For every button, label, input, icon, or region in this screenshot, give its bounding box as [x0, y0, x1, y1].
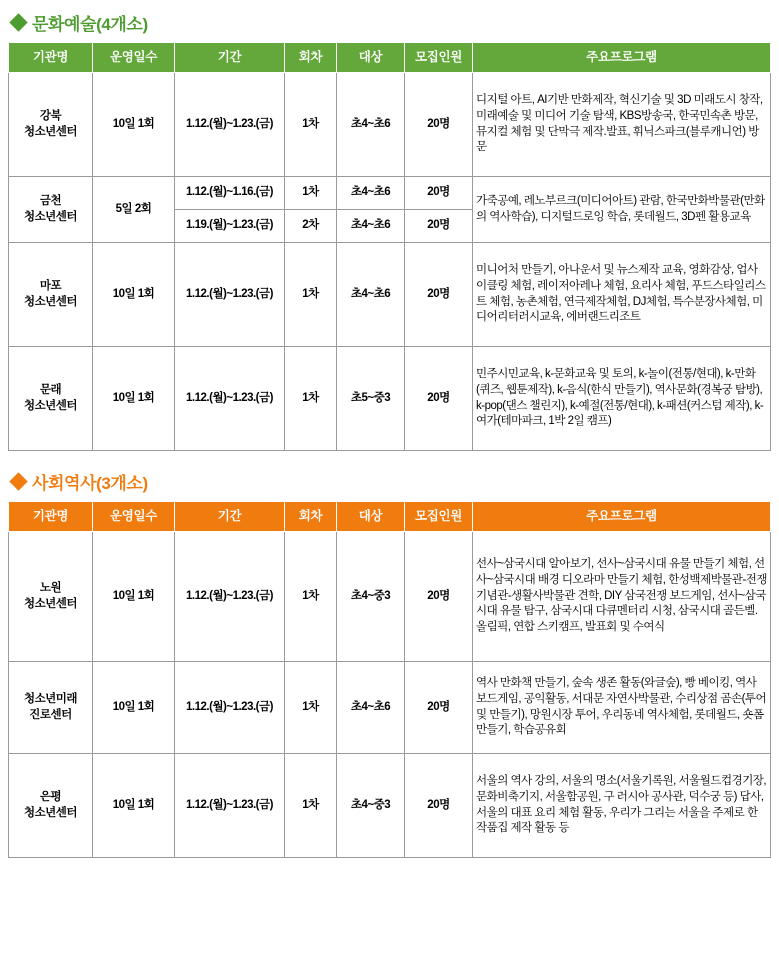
- cell-round: 1차: [285, 662, 337, 754]
- table-row: [9, 662, 771, 754]
- cell-program: 서울의 역사 강의, 서울의 명소(서울기록원, 서울월드컵경기장, 문화비축기지, 서울함공원, 구 러시아 공사관, 덕수궁 등) 답사, 서울의 대표 요리 체험 활동, 우리가 그리는 서울을 주제로 한 작품집 제작 활동 등: [473, 754, 771, 858]
- table-header-row: [9, 43, 771, 73]
- table-header-row: [9, 502, 771, 532]
- cell-org: 마포 청소년센터: [9, 243, 93, 347]
- table-row: [9, 754, 771, 858]
- cell-days: 10일 1회: [93, 347, 175, 451]
- cell-org: 청소년미래 진로센터: [9, 662, 93, 754]
- column-header-program: 주요프로그램: [473, 502, 771, 532]
- cell-target: 초4~초6: [337, 243, 405, 347]
- column-header-period: 기간: [175, 43, 285, 73]
- culture-arts-table: [8, 42, 771, 451]
- cell-target: 초4~중3: [337, 754, 405, 858]
- cell-target: 초4~초6: [337, 210, 405, 243]
- cell-round: 1차: [285, 754, 337, 858]
- column-header-days: 운영일수: [93, 43, 175, 73]
- cell-target: 초4~중3: [337, 532, 405, 662]
- cell-org: 문래 청소년센터: [9, 347, 93, 451]
- cell-round: 1차: [285, 243, 337, 347]
- table-row: [9, 177, 771, 210]
- cell-program: 역사 만화책 만들기, 숲속 생존 활동(와글숲), 빵 베이킹, 역사 보드게임, 공익활동, 서대문 자연사박물관, 수리상점 곰손(투어 및 만들기), 망원시장 투어, 우리동네 역사체험, 롯데월드, 숏폼 만들기, 학습공유회: [473, 662, 771, 754]
- cell-round: 1차: [285, 532, 337, 662]
- table-row: [9, 243, 771, 347]
- section-title: 문화예술(4개소): [32, 15, 148, 34]
- cell-capacity: 20명: [405, 210, 473, 243]
- cell-period: 1.12.(월)~1.23.(금): [175, 662, 285, 754]
- column-header-capacity: 모집인원: [405, 43, 473, 73]
- cell-round: 1차: [285, 73, 337, 177]
- cell-round: 1차: [285, 347, 337, 451]
- column-header-capacity: 모집인원: [405, 502, 473, 532]
- cell-program: 선사~삼국시대 알아보기, 선사~삼국시대 유물 만들기 체험, 선사~삼국시대 배경 디오라마 만들기 체험, 한성백제박물관-전쟁기념관-생활사박물관 견학, DIY 삼국전쟁 보드게임, 선사~삼국시대 유물 탐구, 삼국시대 다큐멘터리 시청, 삼국시대 골든벨.올림픽, 연합 스키캠프, 발표회 및 수여식: [473, 532, 771, 662]
- cell-capacity: 20명: [405, 177, 473, 210]
- column-header-period: 기간: [175, 502, 285, 532]
- section-heading: [12, 469, 771, 494]
- cell-program: 가죽공예, 레노부르크(미디어아트) 관람, 한국만화박물관(만화의 역사학습), 디지털드로잉 학습, 롯데월드, 3D펜 활용교육: [473, 177, 771, 243]
- column-header-org: 기관명: [9, 502, 93, 532]
- cell-program: 미니어처 만들기, 아나운서 및 뉴스제작 교육, 영화감상, 업사이클링 체험, 레이저아레나 체험, 요리사 체험, 푸드스타일리스트 체험, 농촌체험, 연극제작체험, DJ체험, 특수분장사체험, 미디어리터러시교육, 에버랜드리조트: [473, 243, 771, 347]
- cell-period: 1.12.(월)~1.23.(금): [175, 243, 285, 347]
- cell-days: 10일 1회: [93, 754, 175, 858]
- cell-days: 10일 1회: [93, 662, 175, 754]
- cell-period: 1.12.(월)~1.23.(금): [175, 73, 285, 177]
- cell-period: 1.12.(월)~1.23.(금): [175, 754, 285, 858]
- section-heading: [12, 10, 771, 35]
- cell-capacity: 20명: [405, 243, 473, 347]
- cell-program: 디지털 아트, AI기반 만화제작, 혁신기술 및 3D 미래도시 창작, 미래예술 및 미디어 기술 탐색, KBS방송국, 한국민속촌 방문, 뮤지컬 체험 및 단막극 제작.발표, 휘닉스파크(블루캐니언) 방문: [473, 73, 771, 177]
- column-header-program: 주요프로그램: [473, 43, 771, 73]
- section-society-history: [8, 469, 771, 858]
- cell-days: 10일 1회: [93, 532, 175, 662]
- cell-capacity: 20명: [405, 73, 473, 177]
- cell-target: 초4~초6: [337, 177, 405, 210]
- cell-period: 1.12.(월)~1.23.(금): [175, 532, 285, 662]
- cell-round: 2차: [285, 210, 337, 243]
- cell-days: 10일 1회: [93, 243, 175, 347]
- cell-target: 초4~초6: [337, 73, 405, 177]
- column-header-target: 대상: [337, 502, 405, 532]
- diamond-icon: [9, 13, 27, 31]
- cell-capacity: 20명: [405, 532, 473, 662]
- diamond-icon: [9, 472, 27, 490]
- cell-capacity: 20명: [405, 347, 473, 451]
- cell-org: 은평 청소년센터: [9, 754, 93, 858]
- cell-period: 1.12.(월)~1.23.(금): [175, 347, 285, 451]
- table-row: [9, 73, 771, 177]
- cell-org: 금천 청소년센터: [9, 177, 93, 243]
- society-history-table: [8, 501, 771, 858]
- cell-target: 초4~초6: [337, 662, 405, 754]
- column-header-days: 운영일수: [93, 502, 175, 532]
- column-header-org: 기관명: [9, 43, 93, 73]
- cell-round: 1차: [285, 177, 337, 210]
- column-header-target: 대상: [337, 43, 405, 73]
- section-culture-arts: [8, 10, 771, 451]
- cell-target: 초5~중3: [337, 347, 405, 451]
- cell-period: 1.12.(월)~1.16.(금): [175, 177, 285, 210]
- cell-capacity: 20명: [405, 754, 473, 858]
- cell-period: 1.19.(월)~1.23.(금): [175, 210, 285, 243]
- cell-org: 노원 청소년센터: [9, 532, 93, 662]
- column-header-round: 회차: [285, 502, 337, 532]
- table-row: [9, 532, 771, 662]
- cell-days: 10일 1회: [93, 73, 175, 177]
- table-row: [9, 347, 771, 451]
- cell-org: 강북 청소년센터: [9, 73, 93, 177]
- section-title: 사회역사(3개소): [32, 474, 148, 493]
- cell-capacity: 20명: [405, 662, 473, 754]
- cell-days: 5일 2회: [93, 177, 175, 243]
- cell-program: 민주시민교육, k-문화교육 및 토의, k-놀이(전통/현대), k-만화(퀴즈, 웹툰제작), k-음식(한식 만들기), 역사문화(경복궁 탐방), k-pop(댄스 챌린지), k-예절(전통/현대), k-패션(커스텀 제작), k-여가(테마파크, 1박 2일 캠프): [473, 347, 771, 451]
- column-header-round: 회차: [285, 43, 337, 73]
